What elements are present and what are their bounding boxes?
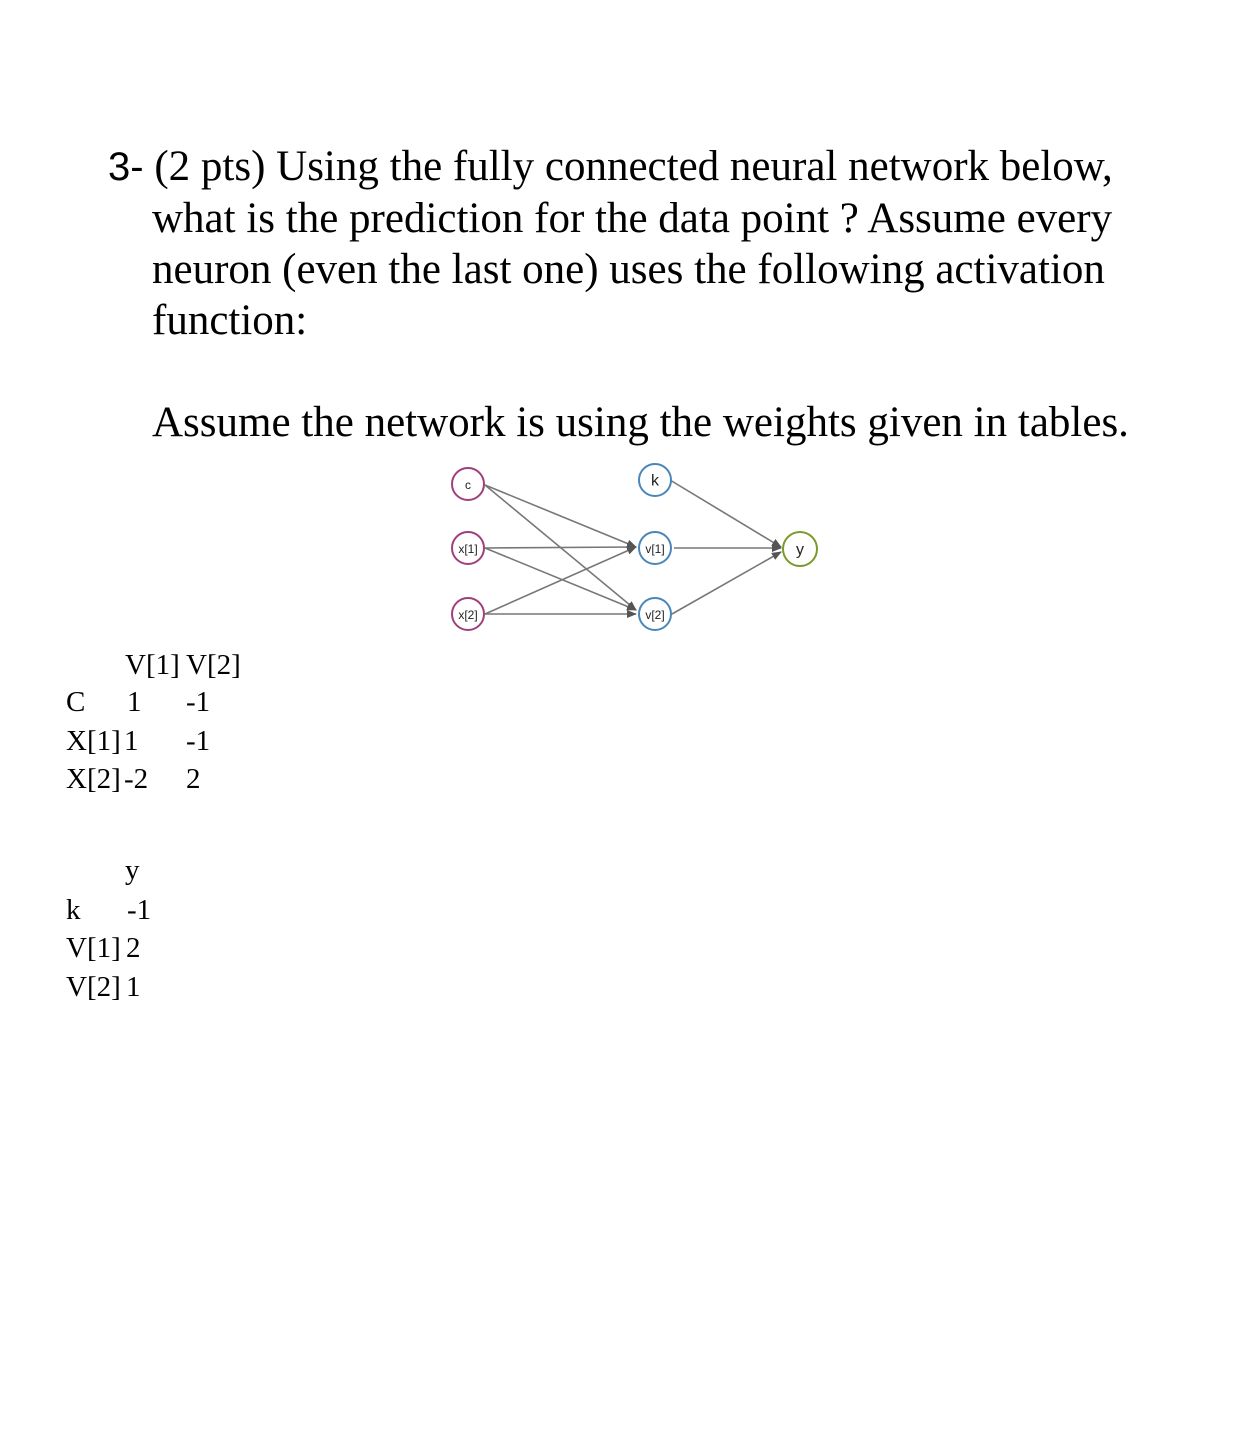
question-line-3: neuron (even the last one) uses the following activation xyxy=(152,246,1105,293)
table1-row-label: X[2] xyxy=(66,763,121,795)
table1-cell: 1 xyxy=(127,686,142,718)
node-x2-label: x[2] xyxy=(458,608,478,622)
table2-cell: 1 xyxy=(126,971,141,1003)
table2-row-label: k xyxy=(66,894,81,926)
table1-cell: -2 xyxy=(124,763,149,795)
table1-cell: -1 xyxy=(186,686,211,718)
question-number: 3- xyxy=(108,145,144,189)
node-y-label: y xyxy=(796,541,804,559)
neural-network-diagram xyxy=(440,460,840,640)
question-line-4: function: xyxy=(152,297,308,344)
question-line-2: what is the prediction for the data point ? Assume every xyxy=(152,195,1113,242)
table1-cell: 2 xyxy=(186,763,201,795)
table2-row-label: V[1] xyxy=(66,932,121,964)
table2-cell: 2 xyxy=(126,932,141,964)
node-x1-label: x[1] xyxy=(458,542,478,556)
edge-k-y xyxy=(670,480,781,547)
table1-cell: 1 xyxy=(124,725,139,757)
table1-row-label: X[1] xyxy=(66,725,121,757)
edge-v2-y xyxy=(672,552,781,614)
table1-row-label: C xyxy=(66,686,86,718)
table2-header-y: y xyxy=(125,854,140,886)
node-v1-label: v[1] xyxy=(645,542,665,556)
node-k-label: k xyxy=(651,472,659,490)
table2-cell: -1 xyxy=(127,894,152,926)
node-v2-label: v[2] xyxy=(645,608,665,622)
node-c-label: c xyxy=(465,478,471,492)
table1-header-v1: V[1] xyxy=(125,649,180,681)
table1-header-v2: V[2] xyxy=(186,649,241,681)
question-text xyxy=(108,141,1168,346)
question-line-1: 3- (2 pts) Using the fully connected neural network below, xyxy=(108,143,1113,190)
table1-cell: -1 xyxy=(186,725,211,757)
assumption-text: Assume the network is using the weights given in tables. xyxy=(152,399,1129,446)
table2-row-label: V[2] xyxy=(66,971,121,1003)
edge-c-v1 xyxy=(485,485,636,547)
edge-x1-v1 xyxy=(485,547,636,548)
